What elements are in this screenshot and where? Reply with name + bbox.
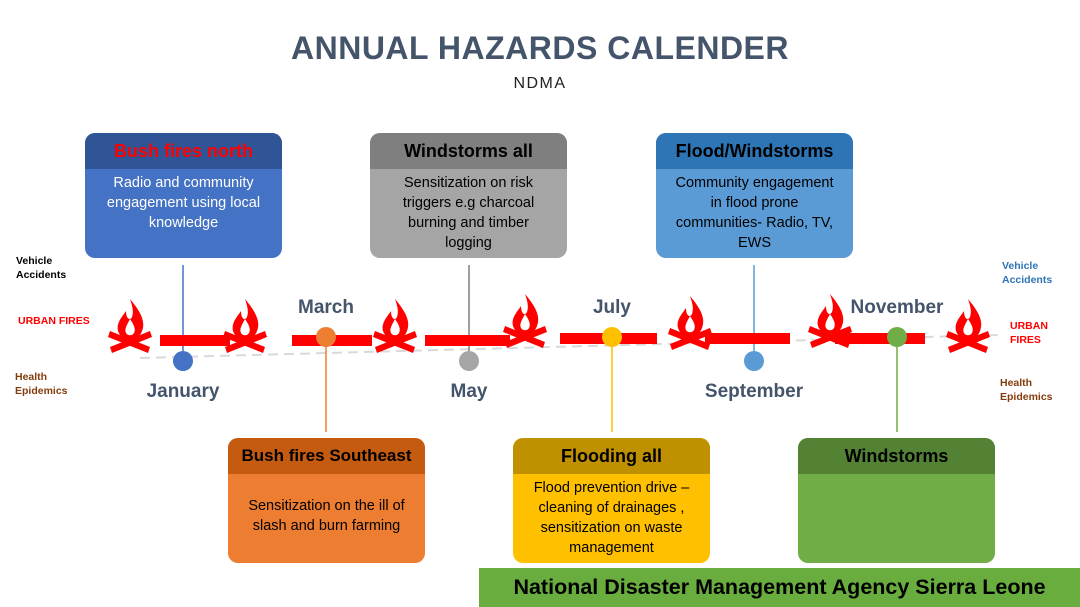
dot-january	[173, 351, 193, 371]
footer-banner: National Disaster Management Agency Sierra Leone	[479, 568, 1080, 607]
month-november: November	[850, 297, 944, 318]
month-july: July	[592, 297, 632, 318]
page-subtitle: NDMA	[513, 75, 567, 92]
side-label-urban-right: URBAN FIRES	[1010, 320, 1048, 346]
month-may: May	[450, 381, 488, 402]
month-september: September	[704, 381, 804, 402]
box-body: Radio and community engagement using local knowledge	[106, 175, 261, 231]
box-windstorms-all	[370, 133, 567, 258]
box-bush-fires-southeast	[228, 438, 425, 563]
dot-july	[602, 327, 622, 347]
box-body: Flood prevention drive – cleaning of drainages , sensitization on waste management	[533, 480, 690, 556]
box-header: Flooding all	[513, 438, 710, 474]
box-flooding-all	[513, 438, 710, 563]
side-label-vehicle-left: Vehicle Accidents	[16, 255, 67, 281]
box-body: Sensitization on risk triggers e.g charcoal burning and timber logging	[402, 175, 535, 251]
side-label-vehicle-right: Vehicle Accidents	[1002, 260, 1053, 286]
box-bush-fires-north	[85, 133, 282, 258]
box-header: Windstorms all	[370, 133, 567, 169]
box-windstorms	[798, 438, 995, 563]
fire-bar	[160, 335, 230, 346]
box-body: Sensitization on the ill of slash and burn farming	[248, 498, 405, 534]
side-label-health-left: Health Epidemics	[15, 371, 68, 397]
dot-september	[744, 351, 764, 371]
dot-march	[316, 327, 336, 347]
box-header: Flood/Windstorms	[656, 133, 853, 169]
month-january: January	[146, 381, 220, 402]
fire-bar	[705, 333, 790, 344]
month-march: March	[298, 297, 354, 318]
dot-may	[459, 351, 479, 371]
box-body: Community engagement in flood prone communities- Radio, TV, EWS	[675, 175, 834, 251]
page-title: ANNUAL HAZARDS CALENDER	[290, 30, 789, 66]
box-header: Bush fires north	[85, 133, 282, 169]
fire-icon	[108, 299, 152, 353]
side-label-urban-left: URBAN FIRES	[18, 315, 90, 327]
box-header: Bush fires Southeast	[228, 438, 425, 474]
box-header: Windstorms	[798, 438, 995, 474]
box-flood-windstorms	[656, 133, 853, 258]
dot-november	[887, 327, 907, 347]
side-label-health-right: Health Epidemics	[1000, 377, 1053, 403]
fire-bar	[425, 335, 510, 346]
